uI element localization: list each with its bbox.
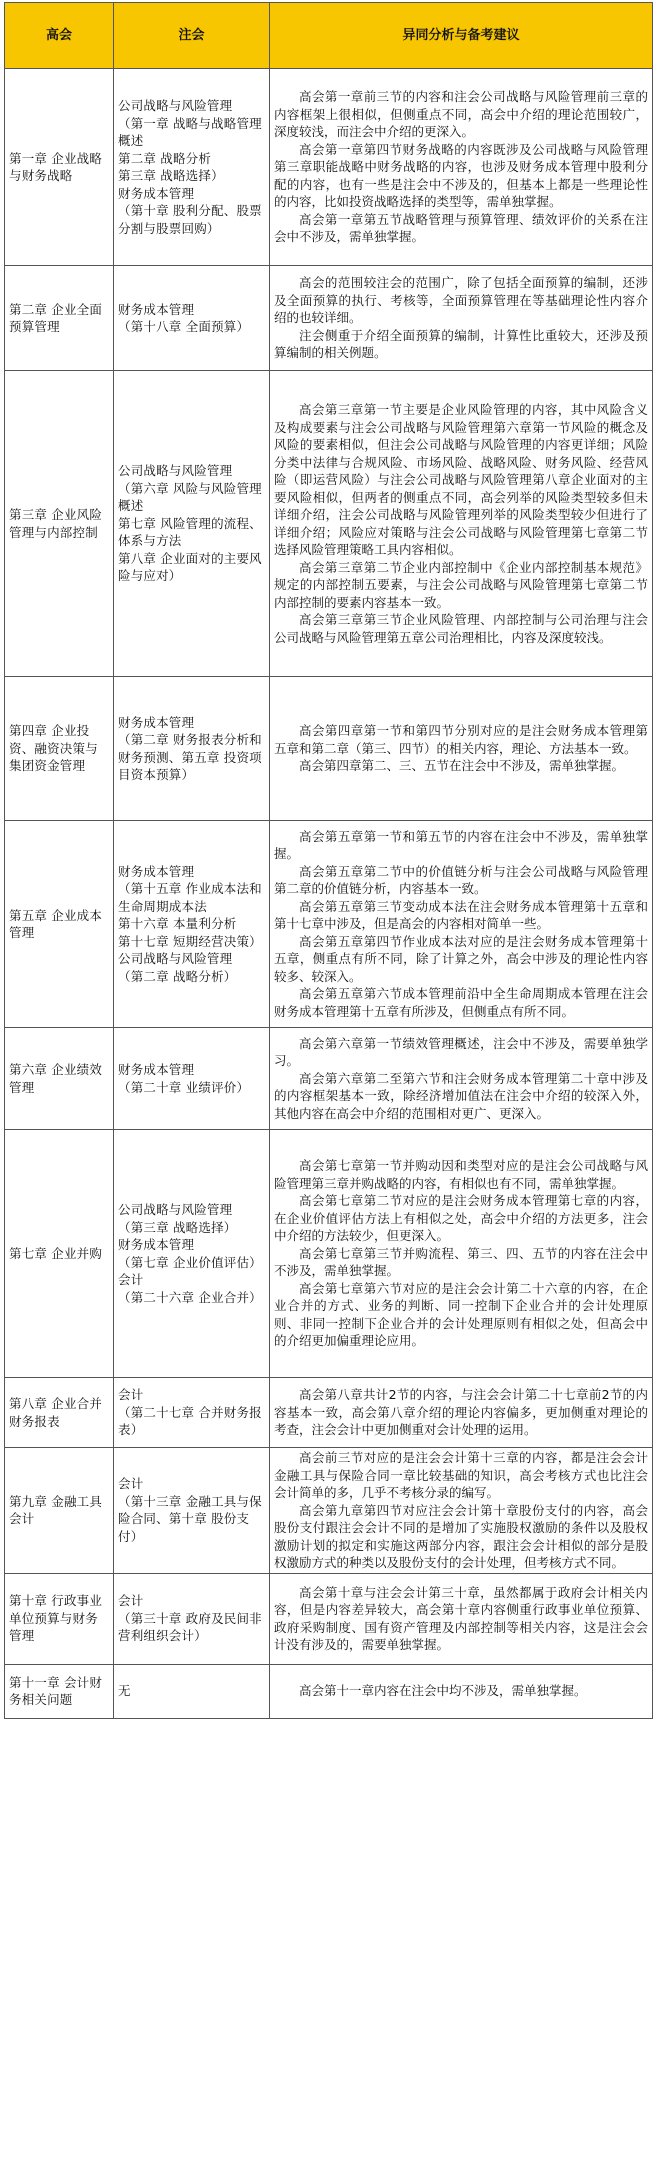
analysis-paragraph: 高会第四章第二、三、五节在注会中不涉及，需单独掌握。 <box>299 758 625 774</box>
analysis-paragraph: 高会第三章第一节主要是企业风险管理的内容，其中风险含义及构成要素与注会公司战略与风险管理第六章第一节风险的概念及风险的要素相似，但注会公司战略与风险管理的内容更详细；风险分类中法律与合规风险、市场风险、战略风险、财务风险、经营风险（即运营风险）与注会公司战略与风险管理第八章企业面对的主要风险相似，但两者的侧重点不同，高会列举的风险类型较多但未详细介绍，注会公司战略与风险管理列举的风险类型较少但进行了详细介绍；风险应对策略与注会公司战略与风险管理第七章第二节选择风险管理策略工具内容相似。 <box>274 402 648 557</box>
gaohui-chapter-cell: 第七章 企业并购 <box>5 1130 114 1378</box>
zhuhui-line: 会计 <box>118 1387 144 1403</box>
header-row <box>5 3 653 69</box>
analysis-paragraph: 高会第五章第四节作业成本法对应的是注会财务成本管理第十五章，侧重点有所不同，除了计算之外，高会中涉及的理论性内容较多、较深入。 <box>274 933 648 984</box>
analysis-cell <box>270 821 653 1028</box>
zhuhui-line: （第一章 战略与战略管理概述 <box>118 115 262 148</box>
analysis-cell <box>270 1664 653 1718</box>
analysis-cell <box>270 371 653 677</box>
zhuhui-chapter-cell <box>114 677 270 821</box>
table-row <box>5 821 653 1028</box>
analysis-paragraph: 高会第一章前三节的内容和注会公司战略与风险管理前三章的内容框架上很相似，但侧重点不同，高会中介绍的理论范围较广，深度较浅，而注会中介绍的更深入。 <box>274 89 648 140</box>
analysis-paragraph: 高会第七章第三节并购流程、第三、四、五节的内容在注会中不涉及，需单独掌握。 <box>274 1245 648 1279</box>
analysis-cell <box>270 1378 653 1448</box>
gaohui-chapter-cell: 第十一章 会计财务相关问题 <box>5 1664 114 1718</box>
analysis-paragraph: 高会第一章第四节财务战略的内容既涉及公司战略与风险管理第三章职能战略中财务战略的内容，也涉及财务成本管理中股利分配的内容，也有一些是注会中不涉及的，但基本上都是一些理论性的内容，比如投资战略选择的类型等，需单独掌握。 <box>274 141 648 210</box>
analysis-paragraph: 高会第十一章内容在注会中均不涉及，需单独掌握。 <box>299 1683 587 1699</box>
table-row <box>5 677 653 821</box>
gaohui-chapter-cell: 第三章 企业风险管理与内部控制 <box>5 371 114 677</box>
gaohui-chapter-cell: 第五章 企业成本管理 <box>5 821 114 1028</box>
zhuhui-line: （第十五章 作业成本法和生命周期成本法 <box>118 881 262 914</box>
zhuhui-line: （第二十七章 合并财务报表） <box>118 1404 262 1438</box>
analysis-cell <box>270 1028 653 1130</box>
analysis-paragraph: 高会第三章第三节企业风险管理、内部控制与公司治理与注会公司战略与风险管理第五章公司治理相比，内容及深度较浅。 <box>274 612 648 645</box>
zhuhui-chapter-cell <box>114 1130 270 1378</box>
analysis-paragraph: 高会第五章第三节变动成本法在注会财务成本管理第十五章和第十七章中涉及，但是高会的内容相对简单一些。 <box>274 898 648 932</box>
zhuhui-line: 财务成本管理 <box>118 185 195 201</box>
zhuhui-line: 第七章 风险管理的流程、体系与方法 <box>118 515 262 549</box>
header-gaohui: 高会 <box>5 3 114 69</box>
zhuhui-chapter-cell <box>114 69 270 266</box>
gaohui-chapter-cell: 第六章 企业绩效管理 <box>5 1028 114 1130</box>
zhuhui-chapter-cell <box>114 1028 270 1130</box>
analysis-paragraph: 高会第一章第五节战略管理与预算管理、绩效评价的关系在注会中不涉及，需单独掌握。 <box>274 211 648 245</box>
table-row <box>5 266 653 371</box>
zhuhui-chapter-cell <box>114 1448 270 1574</box>
zhuhui-line: （第三十章 政府及民间非营利组织会计） <box>118 1610 262 1644</box>
header-zhuhui: 注会 <box>114 3 270 69</box>
table-row <box>5 1130 653 1378</box>
zhuhui-line: 第三章 战略选择） <box>118 168 224 183</box>
analysis-paragraph: 高会第六章第一节绩效管理概述，注会中不涉及，需要单独学习。 <box>274 1035 648 1069</box>
gaohui-chapter-cell: 第八章 企业合并财务报表 <box>5 1378 114 1448</box>
gaohui-chapter-cell: 第二章 企业全面预算管理 <box>5 266 114 371</box>
zhuhui-line: 会计 <box>118 1593 144 1609</box>
zhuhui-line: 公司战略与风险管理 <box>118 98 233 113</box>
analysis-paragraph: 注会侧重于介绍全面预算的编制，计算性比重较大，还涉及预算编制的相关例题。 <box>274 327 648 361</box>
analysis-paragraph: 高会第五章第一节和第五节的内容在注会中不涉及，需单独掌握。 <box>274 828 648 862</box>
zhuhui-line: 第十六章 本量利分析 <box>118 916 237 932</box>
zhuhui-line: 公司战略与风险管理 <box>118 463 233 479</box>
zhuhui-chapter-cell <box>114 1664 270 1718</box>
table-row <box>5 1448 653 1574</box>
analysis-paragraph: 高会第八章共计2节的内容，与注会会计第二十七章前2节的内容基本一致，高会第八章介绍的理论内容偏多，更加侧重对理论的考查，注会会计中更加侧重对会计处理的运用。 <box>274 1387 648 1438</box>
gaohui-chapter-cell: 第一章 企业战略与财务战略 <box>5 69 114 266</box>
analysis-paragraph: 高会第九章第四节对应注会会计第十章股份支付的内容，高会股份支付跟注会会计不同的是增加了实施股权激励的条件以及股权激励计划的拟定和实施这两部分内容，跟注会会计相似的部分是股权激励方式的种类以及股份支付的会计处理，但考核方式不同。 <box>274 1502 648 1570</box>
analysis-paragraph: 高会第七章第六节对应的是注会会计第二十六章的内容，在企业合并的方式、业务的判断、同一控制下企业合并的会计处理原则、非同一控制下企业合并的会计处理原则有相似之处，但高会中的介绍更加偏重理论应用。 <box>274 1280 648 1349</box>
gaohui-chapter-cell: 第十章 行政事业单位预算与财务管理 <box>5 1573 114 1664</box>
analysis-paragraph: 高会第五章第六节成本管理前沿中全生命周期成本管理在注会财务成本管理第十五章有所涉及，但侧重点有所不同。 <box>274 986 648 1019</box>
zhuhui-line: （第二章 战略分析） <box>118 968 237 984</box>
zhuhui-chapter-cell <box>114 1573 270 1664</box>
gaohui-chapter-cell: 第四章 企业投资、融资决策与集团资金管理 <box>5 677 114 821</box>
analysis-cell <box>270 1448 653 1574</box>
table-row <box>5 1028 653 1130</box>
comparison-table <box>4 2 653 1719</box>
analysis-cell <box>270 69 653 266</box>
table-row <box>5 1573 653 1664</box>
analysis-paragraph: 高会第四章第一节和第四节分别对应的是注会财务成本管理第五章和第二章（第三、四节）的相关内容，理论、方法基本一致。 <box>274 723 648 756</box>
analysis-paragraph: 高会第三章第二节企业内部控制中《企业内部控制基本规范》规定的内部控制五要素，与注会公司战略与风险管理第七章第二节内部控制的要素内容基本一致。 <box>274 559 648 610</box>
zhuhui-chapter-cell <box>114 821 270 1028</box>
zhuhui-line: 第二章 战略分析 <box>118 150 212 166</box>
zhuhui-line: 财务成本管理 <box>118 301 195 317</box>
analysis-paragraph: 高会第五章第二节中的价值链分析与注会公司战略与风险管理第二章的价值链分析，内容基本一致。 <box>274 863 648 897</box>
gaohui-chapter-cell: 第九章 金融工具会计 <box>5 1448 114 1574</box>
zhuhui-line: 财务成本管理 <box>118 714 195 730</box>
header-analysis: 异同分析与备考建议 <box>270 3 653 69</box>
zhuhui-line: （第六章 风险与风险管理概述 <box>118 480 262 514</box>
zhuhui-line: 财务成本管理 <box>118 1237 195 1252</box>
zhuhui-line: 财务成本管理 <box>118 863 195 879</box>
analysis-paragraph: 高会第六章第二至第六节和注会财务成本管理第二十章中涉及的内容框架基本一致，除经济增加值法在注会中介绍的较深入外，其他内容在高会中介绍的范围相对更广、更深入。 <box>274 1070 648 1121</box>
analysis-cell <box>270 266 653 371</box>
zhuhui-line: 第八章 企业面对的主要风险与应对） <box>118 550 262 584</box>
zhuhui-line: 公司战略与风险管理 <box>118 951 233 967</box>
zhuhui-line: （第三章 战略选择） <box>118 1219 237 1235</box>
table-row <box>5 1378 653 1448</box>
zhuhui-line: （第十八章 全面预算） <box>118 319 250 334</box>
zhuhui-line: （第二十六章 企业合并） <box>118 1289 262 1305</box>
analysis-cell <box>270 1130 653 1378</box>
analysis-cell <box>270 1573 653 1664</box>
table-row <box>5 371 653 677</box>
zhuhui-line: （第七章 企业价值评估） <box>118 1254 262 1270</box>
analysis-paragraph: 高会的范围较注会的范围广，除了包括全面预算的编制，还涉及全面预算的执行、考核等，全面预算管理在等基础理论性内容介绍的也较详细。 <box>274 275 648 326</box>
zhuhui-line: 公司战略与风险管理 <box>118 1202 233 1217</box>
table-body <box>5 69 653 1719</box>
zhuhui-line: 第十七章 短期经营决策） <box>118 933 262 949</box>
table-row <box>5 1664 653 1718</box>
analysis-paragraph: 高会第十章与注会会计第三十章，虽然都属于政府会计相关内容，但是内容差异较大，高会第十章内容侧重行政事业单位预算、政府采购制度、国有资产管理及内部控制等相关内容，这是注会会计没有涉及的，需要单独掌握。 <box>274 1584 648 1652</box>
zhuhui-line: （第二章 财务报表分析和财务预测、第五章 投资项目资本预算） <box>118 732 262 782</box>
zhuhui-chapter-cell <box>114 1378 270 1448</box>
analysis-paragraph: 高会前三节对应的是注会会计第十三章的内容，都是注会会计金融工具与保险合同一章比较基础的知识，高会考核方式也比注会会计简单的多，几乎不考核分录的编写。 <box>274 1450 648 1500</box>
zhuhui-chapter-cell <box>114 266 270 371</box>
analysis-cell <box>270 677 653 821</box>
zhuhui-line: 无 <box>118 1683 131 1699</box>
zhuhui-chapter-cell <box>114 371 270 677</box>
zhuhui-line: （第十三章 金融工具与保险合同、第十章 股份支付） <box>118 1493 262 1544</box>
zhuhui-line: 会计 <box>118 1272 144 1287</box>
zhuhui-line: 财务成本管理 <box>118 1062 195 1077</box>
analysis-paragraph: 高会第七章第二节对应的是注会财务成本管理第七章的内容，在企业价值评估方法上有相似之处，高会中介绍的方法更多，注会中介绍的方法较少，但更深入。 <box>274 1193 648 1244</box>
table-row <box>5 69 653 266</box>
analysis-paragraph: 高会第七章第一节并购动因和类型对应的是注会公司战略与风险管理第三章并购战略的内容，有相似也有不同，需单独掌握。 <box>274 1158 648 1191</box>
zhuhui-line: 会计 <box>118 1476 144 1492</box>
zhuhui-line: （第二十章 业绩评价） <box>118 1079 250 1095</box>
zhuhui-line: （第十章 股利分配、股票分割与股票回购） <box>118 203 262 236</box>
